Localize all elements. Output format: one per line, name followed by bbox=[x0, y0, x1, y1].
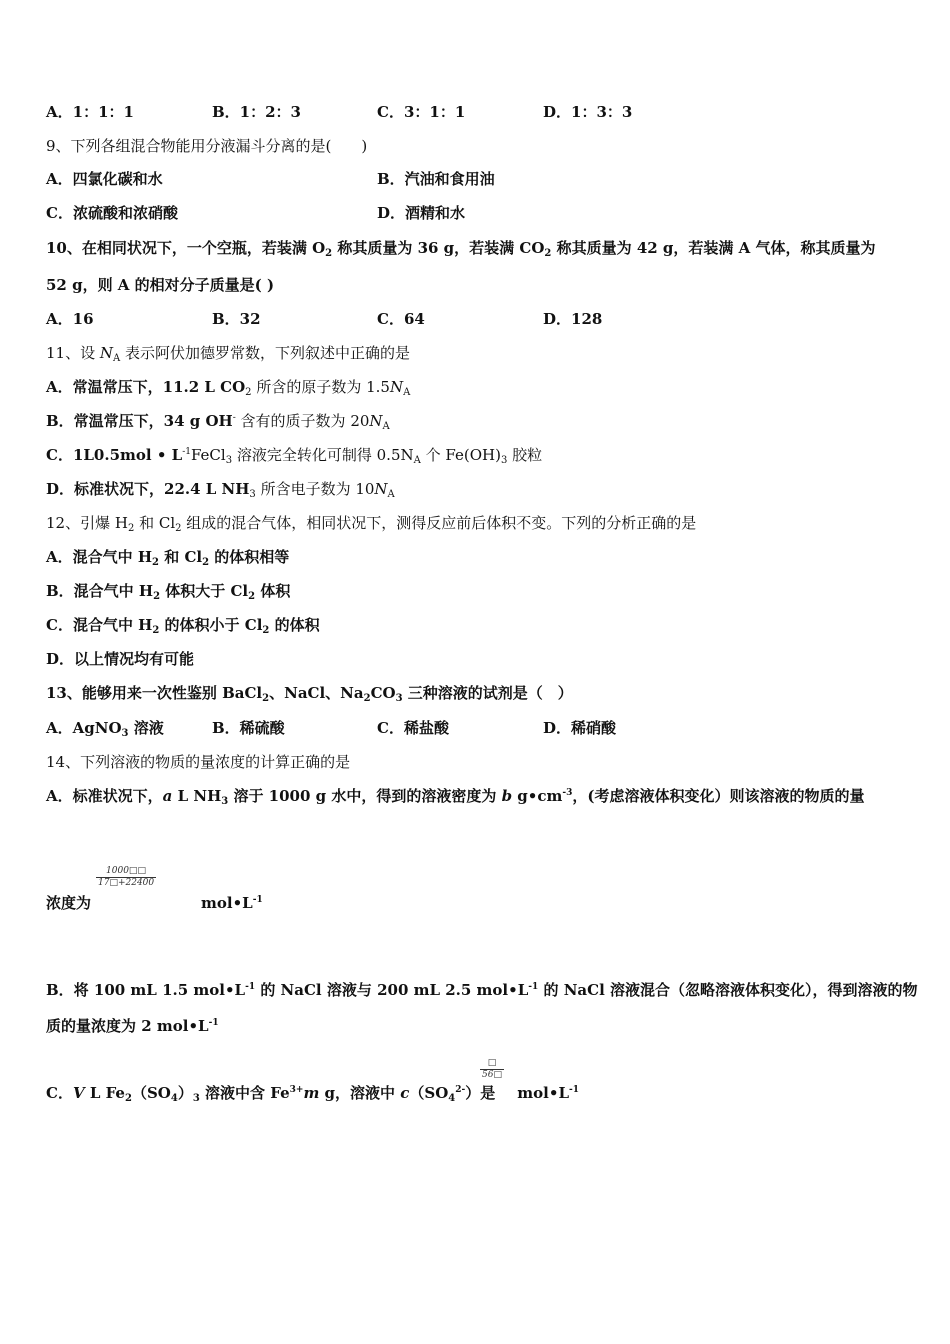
q14-a2-text-2: mol•L bbox=[201, 894, 253, 912]
q11-option-b bbox=[46, 411, 390, 431]
q11-b-na-sub: A bbox=[382, 421, 390, 432]
q10-sub-1: 2 bbox=[325, 248, 333, 259]
q11-b-na: N bbox=[369, 412, 383, 430]
q12-option-c bbox=[46, 615, 320, 635]
q11-text-1: 11、设 bbox=[46, 344, 100, 362]
q12-b-sub-2: 2 bbox=[248, 591, 256, 602]
q9-option-d: D．酒精和水 bbox=[377, 204, 466, 222]
q9-option-c: C．浓硫酸和浓硝酸 bbox=[46, 204, 178, 222]
q10-text-2: 称其质量为 36 g，若装满 CO bbox=[332, 239, 545, 257]
q12-b-text-2: 体积大于 Cl bbox=[160, 582, 249, 600]
q13-sub-2: 2 bbox=[363, 693, 371, 704]
q14-a-text-2: L NH bbox=[172, 787, 222, 805]
q10-option-d: D．128 bbox=[543, 310, 603, 328]
q14-c-text-8: ）是 bbox=[465, 1084, 496, 1102]
q12-option-a bbox=[46, 547, 289, 567]
q14-c-sub-1: 2 bbox=[124, 1093, 132, 1104]
q12-a-text-3: 的体积相等 bbox=[209, 548, 290, 566]
q11-d-text-1: D．标准状况下，22.4 L NH bbox=[46, 480, 250, 498]
q12-a-text-1: A．混合气中 H bbox=[46, 548, 153, 566]
q11-stem bbox=[46, 343, 410, 363]
q10-stem-line2: 52 g，则 A 的相对分子质量是( ) bbox=[46, 276, 275, 294]
q8-option-c: C．3：1：1 bbox=[377, 103, 466, 121]
q8-option-a: A．1：1：1 bbox=[46, 103, 134, 121]
q14-b-text-2: 的 NaCl 溶液与 200 mL 2.5 mol•L bbox=[255, 981, 529, 999]
q14-stem: 14、下列溶液的物质的量浓度的计算正确的是 bbox=[46, 753, 351, 771]
q12-option-b bbox=[46, 581, 290, 601]
q12-a-sub-1: 2 bbox=[152, 557, 160, 568]
q14-a-text-3: 溶于 1000 g 水中，得到的溶液密度为 bbox=[228, 787, 502, 805]
q14-option-c bbox=[46, 1083, 579, 1103]
q8-option-d: D．1：3：3 bbox=[543, 103, 633, 121]
q14-a-text-1: A．标准状况下， bbox=[46, 787, 163, 805]
q14-option-a-line2 bbox=[46, 893, 263, 913]
q14-a-fraction-denominator: 17□+22400 bbox=[98, 878, 155, 888]
q11-c-text-3: 溶液完全转化可制得 0.5N bbox=[232, 446, 414, 464]
q13-option-d: D．稀硝酸 bbox=[543, 719, 617, 737]
q14-c-sub-3: 3 bbox=[192, 1093, 200, 1104]
q12-c-text-2: 的体积小于 Cl bbox=[159, 616, 263, 634]
q14-option-b-line1 bbox=[46, 980, 918, 1000]
q11-a-sub: 2 bbox=[245, 387, 252, 398]
q12-c-text-1: C．混合气中 H bbox=[46, 616, 153, 634]
q14-b-text-3: 的 NaCl 溶液混合（忽略溶液体积变化），得到溶液的物 bbox=[538, 981, 918, 999]
q11-c-sup: -1 bbox=[182, 447, 191, 457]
q14-c-var-v: V bbox=[72, 1084, 85, 1102]
q14-c-text-1: C． bbox=[46, 1084, 73, 1102]
q10-option-a: A．16 bbox=[46, 310, 94, 328]
q11-option-c bbox=[46, 445, 542, 465]
q11-option-a bbox=[46, 377, 410, 397]
q11-c-sub-2: A bbox=[413, 455, 421, 466]
q11-c-text-4: 个 Fe(OH) bbox=[420, 446, 501, 464]
q14-c-sub-2: 4 bbox=[170, 1093, 178, 1104]
q11-a-text-1: A．常温常压下，11.2 L CO bbox=[46, 378, 246, 396]
q11-b-sup: - bbox=[232, 413, 236, 423]
q11-a-na-sub: A bbox=[403, 387, 411, 398]
q12-b-sub-1: 2 bbox=[153, 591, 161, 602]
q12-a-text-2: 和 Cl bbox=[159, 548, 203, 566]
q11-d-sub: 3 bbox=[249, 489, 256, 500]
q10-stem-line1 bbox=[46, 238, 876, 258]
q14-b-sup-2: -1 bbox=[528, 982, 539, 992]
q14-a-sub: 3 bbox=[221, 796, 229, 807]
q14-c-text-7: （SO bbox=[409, 1084, 449, 1102]
q10-option-c: C．64 bbox=[377, 310, 425, 328]
q14-a-text-4: g•cm bbox=[512, 787, 563, 805]
q10-text-3: 称其质量为 42 g，若装满 A 气体，称其质量为 bbox=[551, 239, 876, 257]
q14-c-text-6: g，溶液中 bbox=[319, 1084, 401, 1102]
q14-c-var-c: c bbox=[400, 1084, 410, 1102]
q13-a-sub: 3 bbox=[121, 728, 129, 739]
q12-text-2: 和 Cl bbox=[134, 514, 176, 532]
q14-a-var-a: a bbox=[162, 787, 173, 805]
q14-c-text-4: ） bbox=[177, 1084, 193, 1102]
q11-b-text-2: 含有的质子数为 20 bbox=[235, 412, 370, 430]
q12-stem bbox=[46, 513, 696, 533]
q11-d-text-2: 所含电子数为 10 bbox=[255, 480, 375, 498]
q13-text-2: 、NaCl、Na bbox=[269, 684, 364, 702]
q14-b-sup-1: -1 bbox=[245, 982, 256, 992]
q12-sub-1: 2 bbox=[127, 523, 135, 534]
q11-a-text-2: 所含的原子数为 1.5 bbox=[251, 378, 390, 396]
q13-stem bbox=[46, 683, 573, 703]
q14-c-text-9: mol•L bbox=[517, 1084, 569, 1102]
q11-a-na: N bbox=[389, 378, 404, 396]
q12-text-3: 组成的混合气体，相同状况下，测得反应前后体积不变。下列的分析正确的是 bbox=[181, 514, 697, 532]
q13-text-4: 三种溶液的试剂是（ ） bbox=[402, 684, 573, 702]
q8-option-b: B．1：2：3 bbox=[212, 103, 301, 121]
q12-c-sub-1: 2 bbox=[152, 625, 160, 636]
q12-option-d: D．以上情况均有可能 bbox=[46, 650, 195, 668]
q11-text-2: 表示阿伏加德罗常数，下列叙述中正确的是 bbox=[120, 344, 410, 362]
q14-c-sub-4: 4 bbox=[448, 1093, 456, 1104]
q12-b-text-3: 体积 bbox=[255, 582, 291, 600]
q13-sub-1: 2 bbox=[262, 693, 270, 704]
q13-option-a bbox=[46, 718, 164, 738]
q14-a-fraction bbox=[96, 866, 156, 889]
q11-d-na-sub: A bbox=[387, 489, 395, 500]
q14-c-fraction bbox=[480, 1058, 504, 1081]
q13-a-text-2: 溶液 bbox=[128, 719, 164, 737]
q14-option-a-line1 bbox=[46, 786, 865, 806]
q12-a-sub-2: 2 bbox=[202, 557, 210, 568]
q10-text-1: 10、在相同状况下，一个空瓶，若装满 O bbox=[46, 239, 326, 257]
q11-na: N bbox=[99, 344, 113, 362]
q11-c-text-5: 胶粒 bbox=[507, 446, 543, 464]
q14-a-sup: -3 bbox=[562, 788, 573, 798]
q13-text-3: CO bbox=[370, 684, 396, 702]
q14-a-var-b: b bbox=[501, 787, 513, 805]
q11-c-text-1: C．1L0.5mol • L bbox=[46, 446, 183, 464]
q11-na-sub: A bbox=[112, 353, 121, 364]
q10-option-b: B．32 bbox=[212, 310, 261, 328]
q13-option-c: C．稀盐酸 bbox=[377, 719, 449, 737]
q9-stem: 9、下列各组混合物能用分液漏斗分离的是( ) bbox=[46, 137, 368, 155]
q14-c-sup-2: 2- bbox=[455, 1085, 466, 1095]
q10-sub-2: 2 bbox=[544, 248, 552, 259]
q13-text-1: 13、能够用来一次性鉴别 BaCl bbox=[46, 684, 263, 702]
q14-a2-sup: -1 bbox=[252, 895, 263, 905]
q14-c-sup-3: -1 bbox=[569, 1085, 579, 1095]
q12-text-1: 12、引爆 H bbox=[46, 514, 128, 532]
q14-c-fraction-denominator: 56□ bbox=[482, 1070, 502, 1080]
q12-c-sub-2: 2 bbox=[262, 625, 270, 636]
q14-c-text-2: L Fe bbox=[84, 1084, 125, 1102]
q13-sub-3: 3 bbox=[395, 693, 403, 704]
q14-b2-sup: -1 bbox=[208, 1018, 219, 1028]
q14-c-text-3: （SO bbox=[131, 1084, 171, 1102]
q14-c-sup-1: 3+ bbox=[289, 1085, 304, 1095]
q11-c-text-2: FeCl bbox=[190, 446, 226, 464]
q14-a-fraction-numerator: 1000□□ bbox=[106, 866, 146, 876]
q14-b2-text: 质的量浓度为 2 mol•L bbox=[46, 1017, 209, 1035]
q14-a-text-5: ，(考虑溶液体积变化）则该溶液的物质的量 bbox=[572, 787, 865, 805]
q14-option-b-line2 bbox=[46, 1016, 219, 1036]
q9-option-a: A．四氯化碳和水 bbox=[46, 170, 163, 188]
q11-option-d bbox=[46, 479, 395, 499]
q14-a2-text-1: 浓度为 bbox=[46, 894, 92, 912]
q14-c-var-m: m bbox=[303, 1084, 320, 1102]
q11-b-text-1: B．常温常压下，34 g OH bbox=[46, 412, 233, 430]
q11-c-sub-3: 3 bbox=[500, 455, 508, 466]
q12-c-text-3: 的体积 bbox=[269, 616, 320, 634]
q14-c-text-5: 溶液中含 Fe bbox=[199, 1084, 290, 1102]
q13-a-text-1: A．AgNO bbox=[46, 719, 122, 737]
q9-option-b: B．汽油和食用油 bbox=[377, 170, 495, 188]
q12-sub-2: 2 bbox=[175, 523, 182, 534]
q14-c-fraction-numerator: □ bbox=[487, 1058, 497, 1068]
q12-b-text-1: B．混合气中 H bbox=[46, 582, 154, 600]
q11-d-na: N bbox=[374, 480, 388, 498]
q13-option-b: B．稀硫酸 bbox=[212, 719, 285, 737]
q14-b-text-1: B．将 100 mL 1.5 mol•L bbox=[46, 981, 246, 999]
q11-c-sub-1: 3 bbox=[225, 455, 233, 466]
